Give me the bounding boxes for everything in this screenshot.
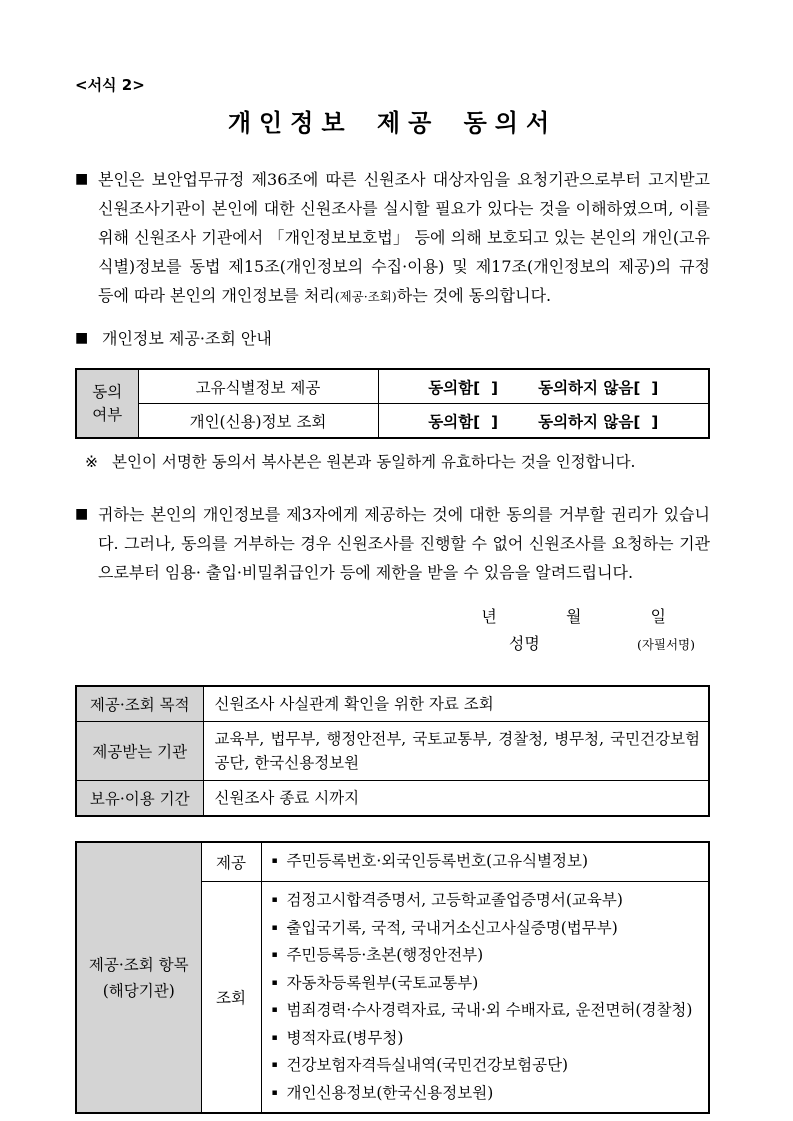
signature-line xyxy=(75,630,710,658)
provide-item-text: 주민등록번호·외국인등록번호(고유식별정보) xyxy=(286,852,589,871)
info-table xyxy=(75,685,710,817)
agree-checkbox[interactable]: 동의함[ ] xyxy=(428,412,499,431)
inquiry-item-text: 자동차등록원부(국토교통부) xyxy=(286,973,479,992)
intro-paragraph-text xyxy=(98,165,710,311)
date-line xyxy=(75,603,710,630)
guide-section-heading-text: 개인정보 제공·조회 안내 xyxy=(102,329,272,348)
consent-row-header-line2: 여부 xyxy=(92,405,123,424)
list-item xyxy=(272,915,705,943)
items-row-header-line1: 제공·조회 항목 xyxy=(88,955,189,974)
info-value-recipients: 교육부, 법무부, 행정안전부, 국토교통부, 경찰청, 병무청, 국민건강보험공단, 한국신용정보원 xyxy=(203,722,709,781)
refusal-paragraph xyxy=(75,500,710,587)
table-row xyxy=(76,404,709,439)
consent-row-header xyxy=(76,369,138,438)
info-label-retention: 보유·이용 기간 xyxy=(76,781,203,817)
table-row xyxy=(76,722,709,781)
consent-options-cell xyxy=(378,369,709,404)
items-row-header xyxy=(76,842,201,1113)
provide-label-cell: 제공 xyxy=(201,842,261,882)
inquiry-item-text: 개인신용정보(한국신용정보원) xyxy=(286,1083,494,1102)
copy-validity-note xyxy=(75,451,710,473)
table-row xyxy=(76,781,709,817)
list-bullet-icon: ▪ xyxy=(271,1005,278,1015)
inquiry-item-text: 병적자료(병무청) xyxy=(286,1028,404,1047)
agree-checkbox[interactable]: 동의함[ ] xyxy=(428,378,499,397)
year-label: 년 xyxy=(481,607,497,626)
table-row xyxy=(76,369,709,404)
info-value-purpose: 신원조사 사실관계 확인을 위한 자료 조회 xyxy=(203,686,709,722)
inquiry-item-text: 검정고시합격증명서, 고등학교졸업증명서(교육부) xyxy=(286,891,623,909)
provide-items-cell xyxy=(261,842,709,882)
info-label-purpose: 제공·조회 목적 xyxy=(76,686,203,722)
guide-section-heading xyxy=(75,324,710,353)
square-bullet-icon: ■ xyxy=(75,506,89,522)
name-label: 성명 xyxy=(508,634,540,653)
intro-text-small: (제공·조회) xyxy=(334,289,397,304)
inquiry-items-cell xyxy=(261,882,709,1114)
list-bullet-icon: ▪ xyxy=(271,895,278,905)
intro-text-tail: 하는 것에 동의합니다. xyxy=(396,286,552,305)
list-bullet-icon: ▪ xyxy=(271,977,278,988)
consent-table xyxy=(75,368,710,439)
list-bullet-icon: ▪ xyxy=(271,922,278,933)
inquiry-item-text: 범죄경력·수사경력자료, 국내·외 수배자료, 운전면허(경찰청) xyxy=(286,1001,693,1019)
table-row xyxy=(76,686,709,722)
month-label: 월 xyxy=(565,607,582,626)
inquiry-item-text: 건강보험자격득실내역(국민건강보험공단) xyxy=(286,1056,569,1074)
disagree-checkbox[interactable]: 동의하지 않음[ ] xyxy=(538,412,659,431)
info-label-recipients: 제공받는 기관 xyxy=(76,722,203,781)
list-bullet-icon: ▪ xyxy=(271,950,278,960)
handwritten-signature-note: (자필서명) xyxy=(636,637,695,652)
copy-validity-note-text: 본인이 서명한 동의서 복사본은 원본과 동일하게 유효하다는 것을 인정합니다. xyxy=(112,453,636,471)
list-bullet-icon: ▪ xyxy=(271,1060,278,1070)
list-bullet-icon: ▪ xyxy=(271,856,278,867)
consent-item-label: 개인(신용)정보 조회 xyxy=(138,404,378,439)
list-item xyxy=(272,848,705,876)
list-item xyxy=(272,997,705,1025)
day-label: 일 xyxy=(650,607,666,626)
consent-options-cell xyxy=(378,404,709,439)
table-row xyxy=(76,842,709,882)
list-item xyxy=(272,942,705,970)
consent-item-label: 고유식별정보 제공 xyxy=(138,369,378,404)
inquiry-item-text: 출입국기록, 국적, 국내거소신고사실증명(법무부) xyxy=(286,918,618,937)
square-bullet-icon: ■ xyxy=(75,171,89,187)
intro-paragraph xyxy=(75,165,710,311)
intro-text-main: 본인은 보안업무규정 제36조에 따른 신원조사 대상자임을 요청기관으로부터 고지받고 신원조사기관이 본인에 대한 신원조사를 실시할 필요가 있다는 것을 이해하였으며, 이를 위해 신원조사 기관에서 「개인정보보호법」 등에 의해 보호되고 있는 본인의 개인(고유식별)정보를 동법 제15조(개인정보의 수집·이용) 및 제17조(개인정보의 제공)의 규정 등에 따라 본인의 개인정보를 처리 xyxy=(98,170,710,305)
consent-row-header-line1: 동의 xyxy=(92,382,123,401)
items-row-header-line2: (해당기관) xyxy=(102,981,175,1000)
square-bullet-icon: ■ xyxy=(75,330,89,346)
disagree-checkbox[interactable]: 동의하지 않음[ ] xyxy=(538,378,659,397)
info-value-retention: 신원조사 종료 시까지 xyxy=(203,781,709,817)
refusal-paragraph-text: 귀하는 본인의 개인정보를 제3자에게 제공하는 것에 대한 동의를 거부할 권리가 있습니다. 그러나, 동의를 거부하는 경우 신원조사를 진행할 수 없어 신원조사를 요청하는 기관으로부터 임용· 출입·비밀취급인가 등에 제한을 받을 수 있음을 알려드립니다. xyxy=(98,505,710,582)
reference-mark-icon: ※ xyxy=(85,453,98,471)
list-item xyxy=(272,970,705,998)
list-item xyxy=(272,1025,705,1053)
list-bullet-icon: ▪ xyxy=(271,1087,278,1098)
list-bullet-icon: ▪ xyxy=(271,1032,278,1043)
inquiry-label-cell: 조회 xyxy=(201,882,261,1114)
list-item xyxy=(272,1052,705,1080)
list-item xyxy=(272,1080,705,1108)
page-title: 개인정보 제공 동의서 xyxy=(227,109,558,137)
list-item xyxy=(272,887,705,915)
form-number-label: <서식 2> xyxy=(75,76,145,94)
inquiry-item-text: 주민등록등·초본(행정안전부) xyxy=(286,946,484,964)
items-table xyxy=(75,841,710,1114)
